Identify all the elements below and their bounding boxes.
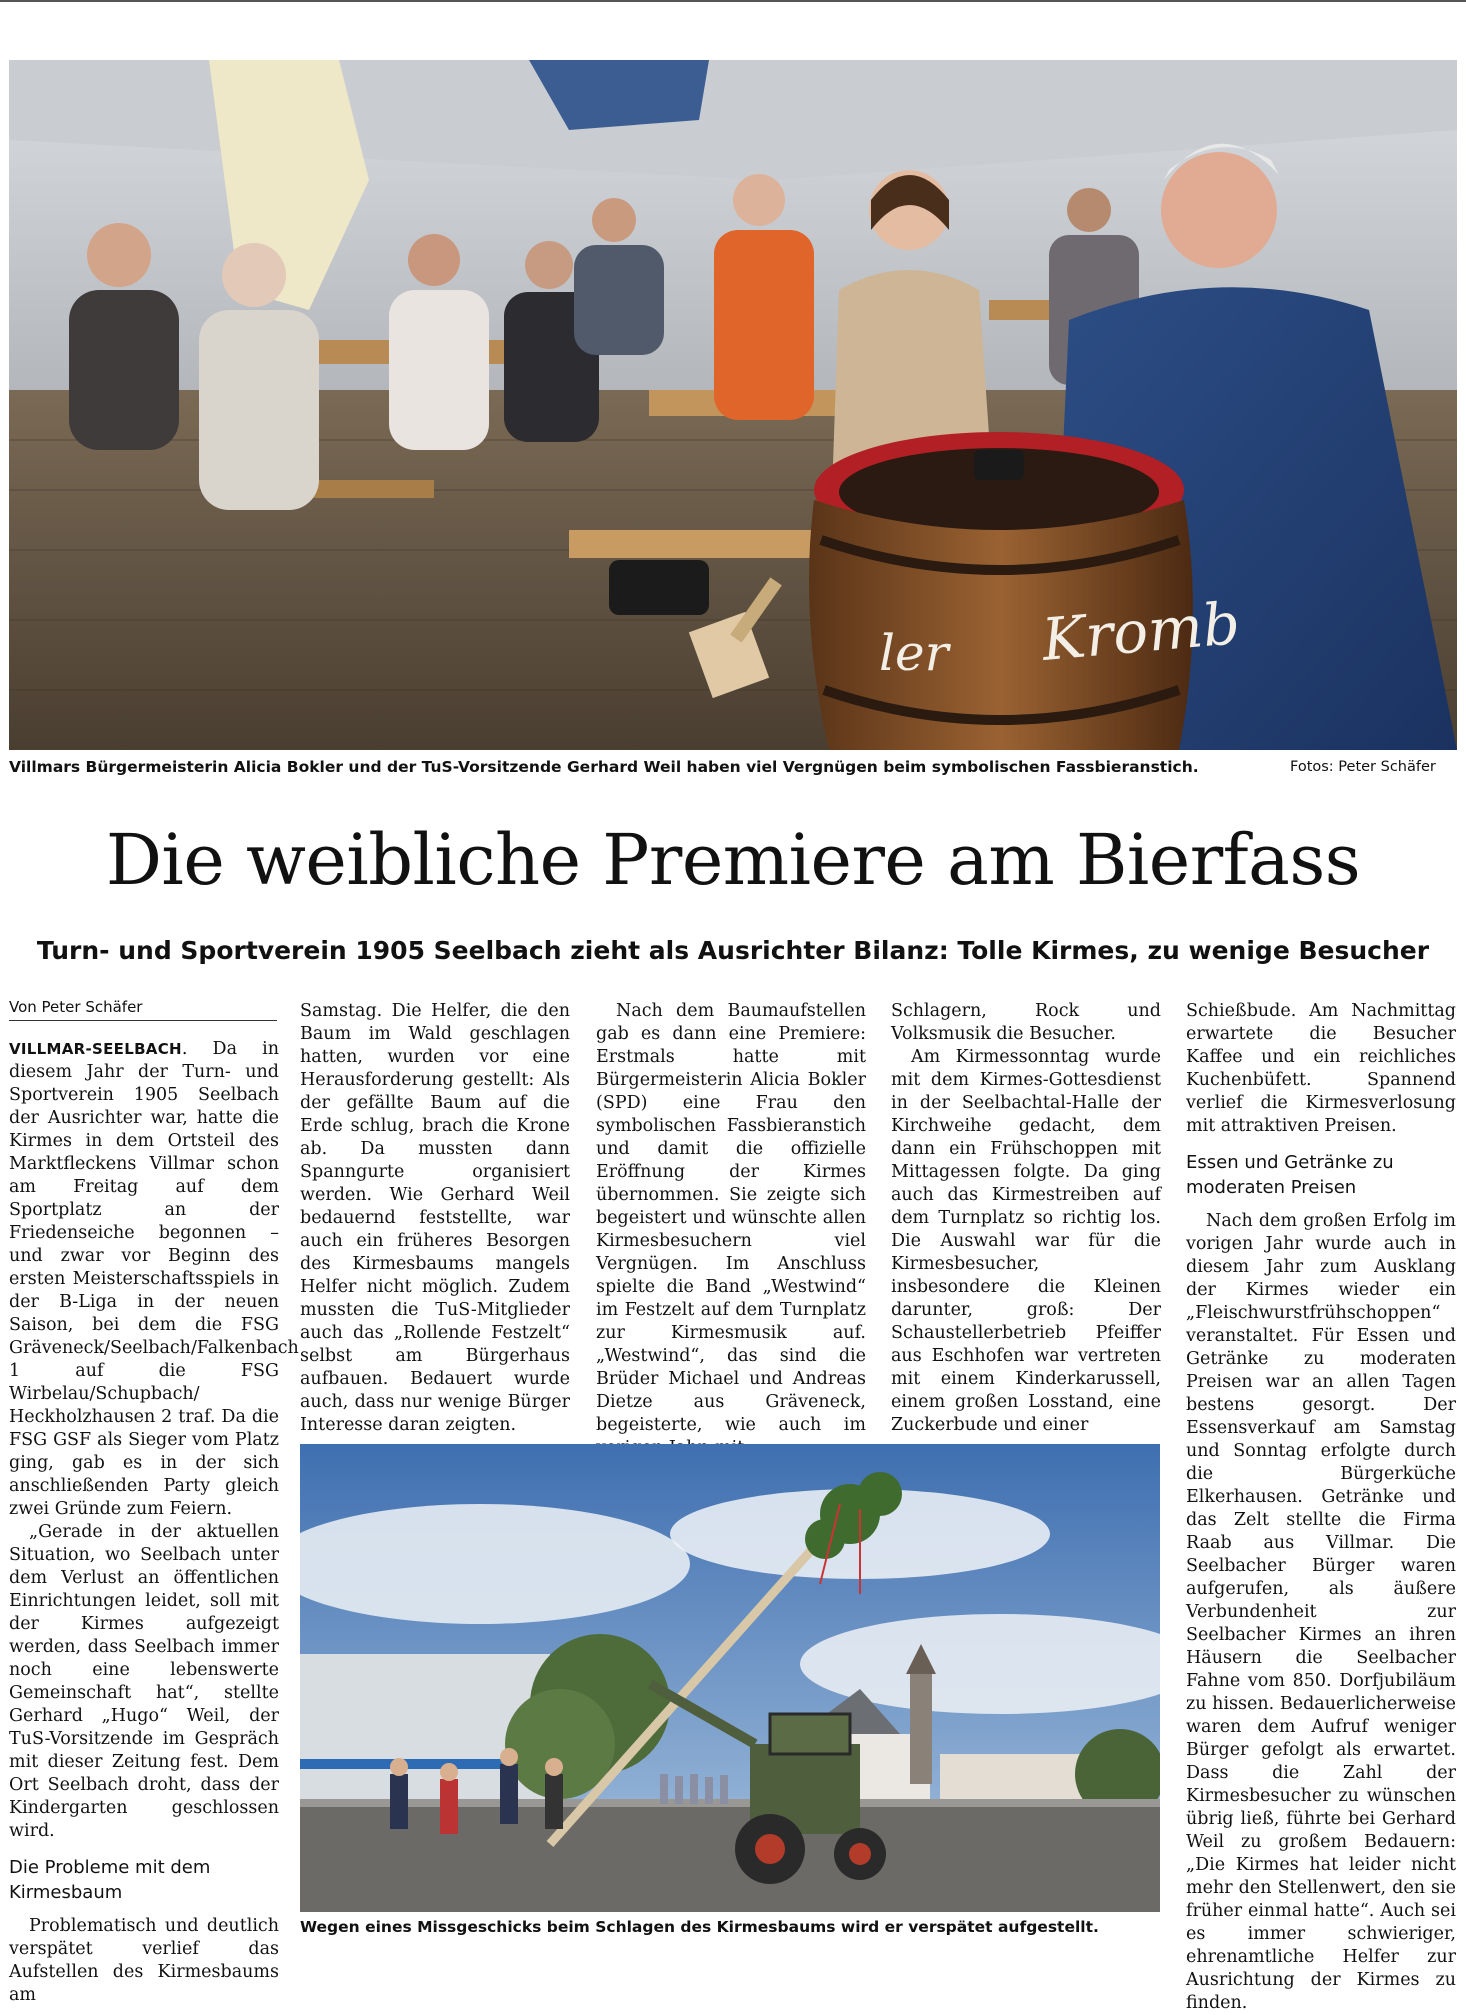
article-column-3 xyxy=(596,1000,866,1460)
article-column-1 xyxy=(9,1038,299,2007)
dateline: VILLMAR-SEELBACH xyxy=(9,1040,182,1058)
bottom-photo-caption: Wegen eines Missgeschicks beim Schlagen des Kirmesbaums wird er verspätet aufgestellt. xyxy=(300,1918,1099,1936)
subheadline: Turn- und Sportverein 1905 Seelbach zieht als Ausrichter Bilanz: Tolle Kirmes, zu wenige Besucher xyxy=(36,936,1430,965)
article-column-4 xyxy=(891,1000,1161,1437)
col4-paragraph-1: Schlagern, Rock und Volksmusik die Besucher. xyxy=(891,1001,1161,1044)
col1-paragraph-2: „Gerade in der aktuellen Situation, wo Seelbach unter dem Verlust an öffentlichen Einrichtungen leidet, soll mit der Kirmes aufgezeigt werden, dass Seelbach immer noch eine lebenswerte Gemeinschaft hat“, stellte Gerhard „Hugo“ Weil, der TuS-Vorsitzende im Gespräch mit dieser Zeitung fest. Dem Ort Seelbach droht, dass der Kindergarten geschlossen wird. xyxy=(9,1522,279,1841)
top-rule xyxy=(0,0,1466,2)
col4-paragraph-2: Am Kirmessonntag wurde mit dem Kirmes-Gottesdienst in der Seelbachtal-Halle der Kirchweihe gedacht, dem dann ein Frühschoppen mit Mittagessen folgte. Da ging auch das Kirmestreiben auf dem Turnplatz so richtig los. Die Auswahl war für die Kirmesbesucher, insbesondere die Kleinen darunter, groß: Der Schaustellerbetrieb Pfeiffer aus Eschhofen war vertreten mit einem Kinderkarussell, einem großen Losstand, eine Zuckerbude und einer xyxy=(891,1047,1161,1435)
col2-paragraph-1: Samstag. Die Helfer, die den Baum im Wald geschlagen hatten, wurden vor eine Herausforderung gestellt: Als der gefällte Baum auf die Erde schlug, brach die Krone ab. Da mussten dann Spanngurte organisiert werden. Wie Gerhard Weil bedauernd feststellte, war auch ein früheres Besorgen des Kirmesbaums mangels Helfer nicht möglich. Zudem mussten die TuS-Mitglieder auch das „Rollende Festzelt“ selbst am Bürgerhaus aufbauen. Bedauert wurde auch, dass nur wenige Bürger Interesse daran zeigten. xyxy=(300,1001,570,1435)
col1-paragraph-1: VILLMAR-SEELBACH. Da in diesem Jahr der Turn- und Sportverein 1905 Seelbach der Ausrichter war, hatte die Kirmes in dem Ortsteil des Marktfleckens Villmar schon am Freitag auf dem Sportplatz an der Friedenseiche begonnen – und zwar vor Beginn des ersten Meisterschaftsspiels in der B-Liga in der neuen Saison, bei dem die FSG Gräveneck/Seelbach/Falkenbach 1 auf die FSG Wirbelau/Schupbach/ Heckholzhausen 2 traf. Da die FSG GSF als Sieger vom Platz ging, gab es in der sich anschließenden Party gleich zwei Gründe zum Feiern. xyxy=(9,1039,299,1519)
byline: Von Peter Schäfer xyxy=(9,998,277,1021)
col3-paragraph-1: Nach dem Baumaufstellen gab es dann eine Premiere: Erstmals hatte mit Bürgermeisterin Alicia Bokler (SPD) eine Frau den symbolischen Fassbieranstich und damit die offizielle Eröffnung der Kirmes übernommen. Sie zeigte sich begeistert und wünschte allen Kirmesbesuchern viel Vergnügen. Im Anschluss spielte die Band „Westwind“ im Festzelt auf dem Turnplatz zur Kirmesmusik auf. „Westwind“, das sind die Brüder Michael und Andreas Dietze aus Gräveneck, begeisterte, wie auch im xyxy=(596,1001,866,1435)
barrel-text: Kromb xyxy=(1039,588,1243,674)
barrel-text-left: ler xyxy=(879,624,949,682)
article-column-5 xyxy=(1186,1000,1456,2015)
subhead-essen: Essen und Getränke zu moderaten Preisen xyxy=(1186,1152,1394,1198)
top-photo-caption: Villmars Bürgermeisterin Alicia Bokler und der TuS-Vorsitzende Gerhard Weil haben viel Vergnügen beim symbolischen Fassbieranstich. xyxy=(9,758,1199,776)
col1-paragraph-3: Problematisch und deutlich verspätet verlief das Aufstellen des Kirmesbaums am xyxy=(9,1916,279,2005)
photo-credit: Fotos: Peter Schäfer xyxy=(1290,759,1436,775)
article-column-2 xyxy=(300,1000,570,1437)
photo-keg-tapping xyxy=(9,60,1457,750)
photo-maypole-raising xyxy=(300,1444,1160,1912)
headline: Die weibliche Premiere am Bierfass xyxy=(105,819,1361,901)
col5-paragraph-1: Schießbude. Am Nachmittag erwartete die Besucher Kaffee und ein reichliches Kuchenbüfett. Spannend verlief die Kirmesverlosung mit attraktiven Preisen. xyxy=(1186,1001,1456,1136)
subhead-kirmesbaum: Die Probleme mit dem Kirmesbaum xyxy=(9,1857,211,1903)
col5-paragraph-2: Nach dem großen Erfolg im vorigen Jahr wurde auch in diesem Jahr zum Ausklang der Kirmes wieder ein „Fleischwurstfrühschoppen“ veranstaltet. Für Essen und Getränke zu moderaten Preisen war an allen Tagen bestens gesorgt. Der Essensverkauf am Samstag und Sonntag erfolgte durch die Bürgerküche Elkerhausen. Getränke und das Zelt stellte die Firma Raab aus Villmar. Die Seelbacher Bürger waren aufgerufen, als äußere Verbundenheit zur Seelbacher Kirmes an ihren Häusern die Seelbacher Fahne vom 850. Dorfjubiläum zu hissen. Bedauerlicherweise waren dem Aufruf weniger Bürger gefolgt als erwartet. Dass die Zahl der Kirmesbesucher zu wünschen übrig ließ, führte bei Gerhard Weil zu großem Bedauern: „Die Kirmes hat leider nicht mehr den Stellenwert, den sie früher einmal hatte“. Auch sei es immer schwieriger, ehrenamtliche Helfer zur Ausrichtung der Kirmes zu finden. xyxy=(1186,1211,1456,2013)
